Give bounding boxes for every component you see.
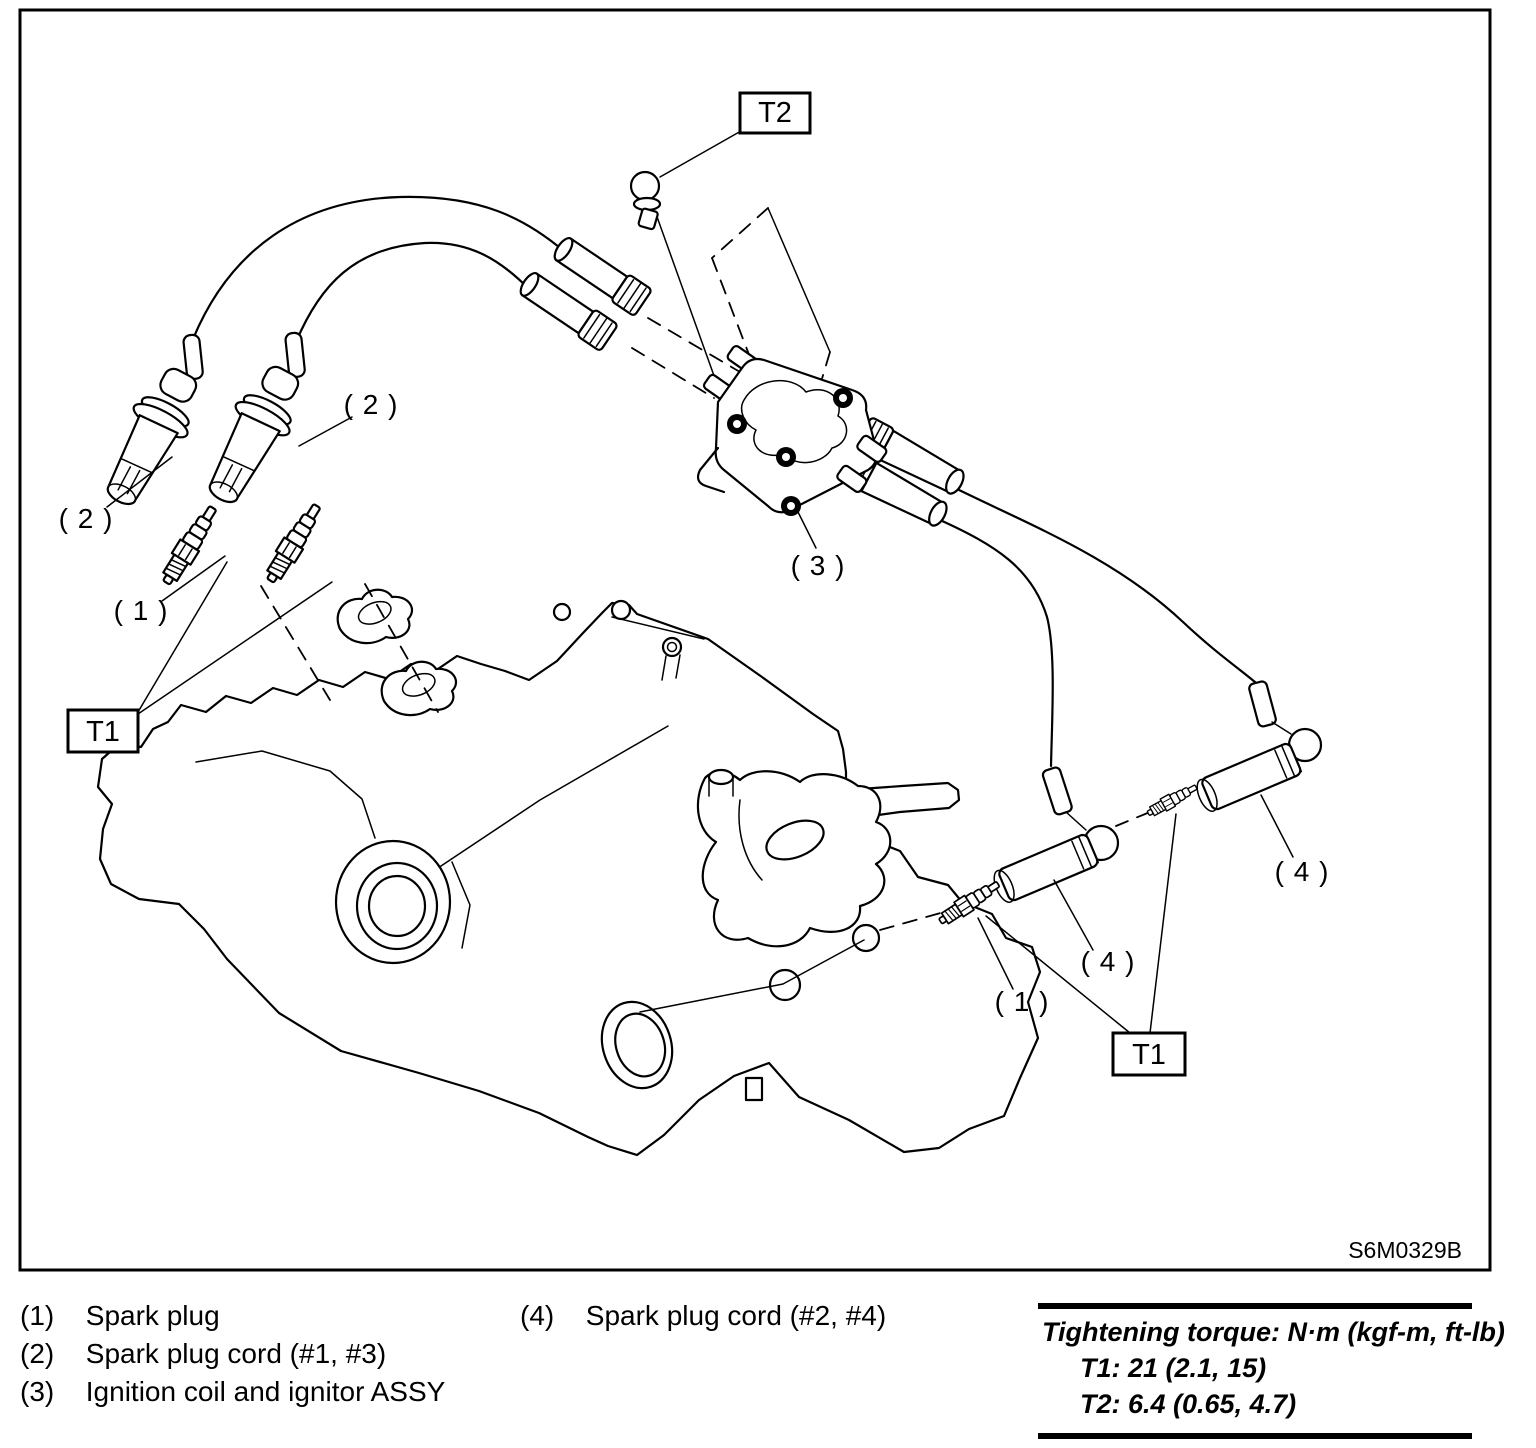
torque-table <box>1038 1303 1505 1439</box>
crank-pulley <box>336 841 450 963</box>
legend-item-2 <box>20 1335 445 1373</box>
spark-plug-left-1 <box>157 502 222 588</box>
spark-plug-left-2 <box>261 500 326 586</box>
figure-code: S6M0329B <box>1348 1237 1462 1263</box>
legend-item-label: Spark plug <box>85 1300 220 1331</box>
spark-plug-cord-1-3 <box>193 197 652 351</box>
t1-callout-label-right: T1 <box>1132 1039 1166 1071</box>
drain-plug <box>746 1078 762 1100</box>
legend-item-label: Ignition coil and ignitor ASSY <box>85 1376 446 1407</box>
oil-filler-cap <box>554 604 570 620</box>
engine-hanger-boss <box>663 638 681 656</box>
spark-plug-boot-2 <box>990 766 1118 905</box>
legend-item-3 <box>20 1373 445 1411</box>
legend-item-label: Spark plug cord (#1, #3) <box>85 1338 387 1369</box>
spark-plug-cord-2-4 <box>839 417 1255 766</box>
plug-tube-hole <box>853 925 879 951</box>
callout-4-middle: ( 4 ) <box>1080 946 1136 977</box>
callout-1-left: ( 1 ) <box>113 595 169 626</box>
plug-tube-boss <box>338 590 412 643</box>
spark-plug-boot-3 <box>193 321 333 513</box>
legend-item-number: (1) <box>20 1300 55 1331</box>
torque-row-t2: T2: 6.4 (0.65, 4.7) <box>1080 1389 1297 1419</box>
callout-3: ( 3 ) <box>790 550 846 581</box>
ignition-coil-assembly <box>698 345 888 516</box>
legend-item-label: Spark plug cord (#2, #4) <box>585 1300 887 1331</box>
callout-4-right: ( 4 ) <box>1274 856 1330 887</box>
spark-plug-boot-4 <box>1193 680 1321 814</box>
legend-column-2 <box>520 1297 886 1335</box>
torque-table-title: Tightening torque: N·m (kgf-m, ft-lb) <box>1042 1317 1505 1347</box>
spark-plug-right-2 <box>1145 781 1199 819</box>
t1-callout-label-left: T1 <box>86 716 120 748</box>
coil-bolt <box>631 172 660 230</box>
engine-block <box>98 590 1040 1155</box>
legend-item-number: (4) <box>520 1300 555 1331</box>
legend-column-1 <box>20 1297 445 1411</box>
torque-row-t1: T1: 21 (2.1, 15) <box>1080 1353 1267 1383</box>
legend-item-1 <box>20 1297 445 1335</box>
legend-item-4 <box>520 1297 886 1335</box>
plug-tube-boss <box>382 662 456 715</box>
callout-2-left: ( 2 ) <box>58 503 114 534</box>
callout-2-right: ( 2 ) <box>343 389 399 420</box>
legend-item-number: (3) <box>20 1376 55 1407</box>
callout-1-right: ( 1 ) <box>994 986 1050 1017</box>
t2-callout-label: T2 <box>758 97 792 129</box>
legend-item-number: (2) <box>20 1338 55 1369</box>
